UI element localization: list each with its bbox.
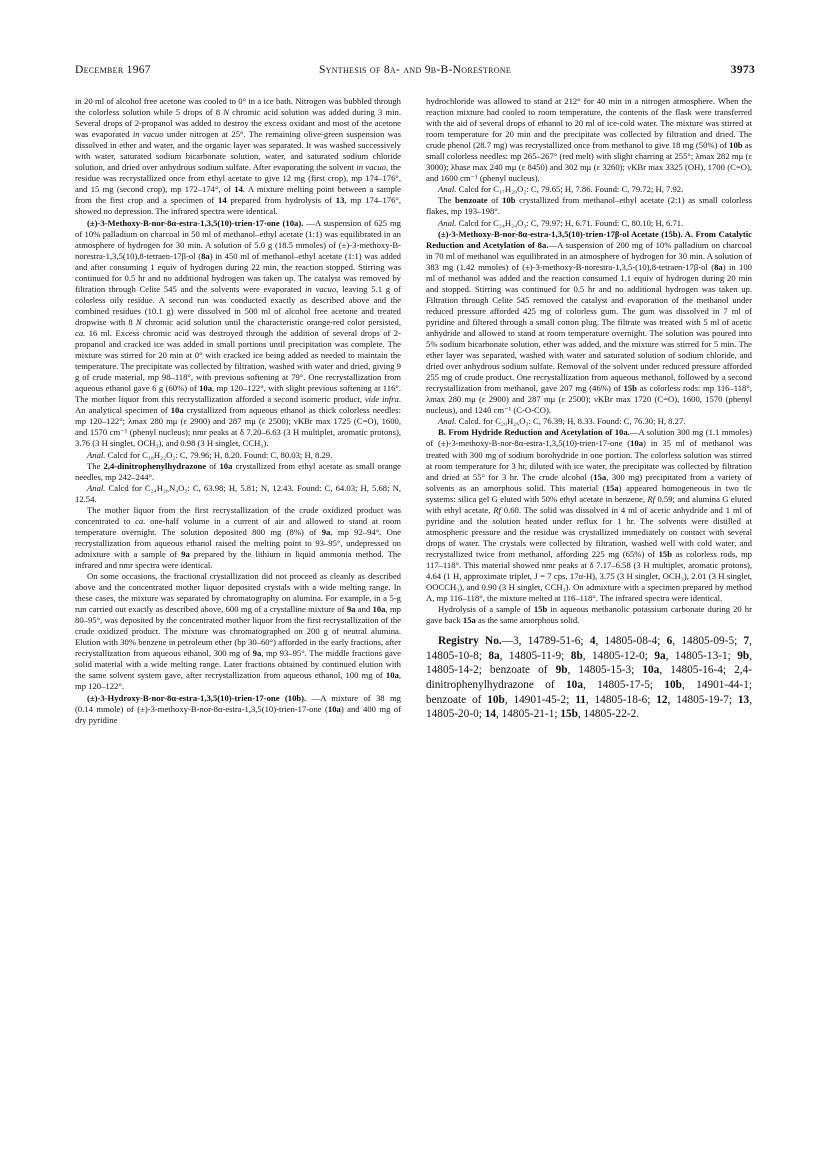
- text-run: , mp 80–95°, was deposited by the concentrated mother liquor from the first recrystallization of the crude oxidized product. The mixture was chromatographed on 200 g of neutral alumina. Elution with 30% benzene in petroleum ether (bp 30–60°) afforded in the early fractions, after recrystallization from aqueous ethanol, 300 mg of: [75, 604, 401, 659]
- text-run: 0.60. The solid was dissolved in 4 ml of acetic anhydride and 1 ml of pyridine and the solution heated under reflux for 1 hr. The solvents were distilled at atmospheric pressure and the residue was crystallized immediately on contact with several drops of water. The crystals were collected by filtration, washed well with cold water, and recrystallized twice from methanol, affording 225 mg (65%) of: [426, 504, 753, 559]
- bold-run: 10a: [327, 703, 341, 714]
- text-run: ) in 450 ml of methanol–ethyl acetate (1:1) was added and after consuming 1 equiv of hydrogen during 22 min, the reaction stopped. Stirring was continued for 0.5 hr and no additional hydrogen was taken up. The catalyst was removed by filtration through Celite 545 and the solvents were evaporated: [75, 250, 401, 294]
- paragraph: [426, 96, 752, 184]
- text-run: as colorless rods, mp 117–118°. This material showed nmr peaks at δ 7.17–6.58 (3 H multiplet, aromatic protons), 4.64 (1 H, approximate triplet, J = 7 cps, 17α-H), 3.75 (3 H singlet, OCH₃), 2.01 (3 H singlet, OOCCH₃), and 0.90 (3 H singlet, CCH₃). On admixture with a specimen prepared by method A, mp 116–118°, the mixture melted at 116–118°. The infrared spectra were identical.: [426, 548, 752, 604]
- bold-run: 4: [589, 635, 596, 648]
- text-run: The mother liquor from the first recrystallization of the crude oxidized product was concentrated to: [75, 504, 401, 526]
- paragraph: [75, 693, 401, 726]
- bold-run: 6: [666, 635, 673, 648]
- italic-run: Anal.: [87, 449, 106, 460]
- paragraph: [426, 427, 752, 604]
- text-run: ) in 35 ml of methanol was treated with 300 mg of sodium borohydride in one portion. The colorless solution was stirred at room temperature for 3 hr, diluted with ice water, the precipitate was collected by filtration and dried at 55° for 3 hr. The crude alcohol (: [426, 438, 752, 482]
- italic-run: vide infra: [364, 394, 399, 405]
- text-run: Calcd for C₂₄H₂₄O₃: C, 79.97; H, 6.71. Found: C, 80.10; H, 6.71.: [456, 217, 684, 228]
- italic-run: in vacuo: [356, 162, 386, 173]
- bold-run: 15b: [658, 548, 672, 559]
- bold-run: 15b: [533, 604, 548, 615]
- text-run: , 14805-16-4; 2,4-dinitrophenylhydrazone of: [426, 664, 753, 692]
- text-run: Calcd for C₁₇H₂₀O₂: C, 79.65; H, 7.86. Found: C, 79.72; H, 7.92.: [456, 184, 684, 195]
- text-run: of: [487, 195, 503, 206]
- text-run: as the same amorphous solid.: [475, 615, 580, 626]
- text-run: , 14805-09-5;: [672, 635, 744, 648]
- running-header: [75, 64, 755, 80]
- text-run: ) in 100 ml of methanol was added and the reaction consumed 1.1 equiv of hydrogen during 20 min and stopped. Stirring was continued for 0.5 hr and no additional hydrogen was taken up. Filtration through Celite 545 removed the catalyst and evaporation of the methanol under reduced pressure afforded 425 mg of colorless gum. The gum was dissolved in 7 ml of pyridine and filtered through a small cotton plug. The filtrate was treated with 5 ml of acetic anhydride and allowed to stand at room temperature overnight. The solution was poured into 5% sodium bicarbonate solution, ether was added, and the mixture was stirred for 5 min. The ether layer was separated, washed with water and saturated solution of sodium chloride, and dried over anhydrous sodium sulfate. Removal of the solvent under reduced pressure afforded 255 mg of crude product. One recrystallization from aqueous methanol, followed by a second recrystallization from methanol, gave 207 mg (46%) of: [426, 261, 752, 394]
- text-run: —A suspension of 200 mg of 10% palladium on charcoal in 70 ml of methanol was equilibrated in an atmosphere of hydrogen for 30 min. A solution of 383 mg (1.42 mmoles) of (±)-3-methoxy-B-norestra-1,3,5-(10),8-tetraen-17β-ol (: [426, 239, 752, 272]
- bold-run: 10a: [642, 664, 660, 677]
- bold-run: 10b: [664, 679, 682, 692]
- paragraph: [426, 195, 752, 217]
- text-run: crystallized from aqueous ethanol as thick colorless needles: mp 120–122°; λmax 280 mμ (ε 2900) and 287 mμ (ε 2500); νKBr max 1725 (C=O), 1600, and 1570 cm⁻¹ (phenyl nucleus); nmr peaks at δ 7.20–6.63 (3 H multiplet, aromatic protons), 3.76 (3 H singlet, OCH₃), and 0.98 (3 H singlet, CCH₃).: [75, 405, 401, 449]
- bold-run: 9a: [252, 648, 262, 659]
- paragraph: [426, 218, 752, 229]
- text-run: prepared by the lithium in liquid ammonia method. The infrared and nmr spectra were identical.: [75, 548, 401, 570]
- bold-run: Registry No.: [438, 635, 502, 648]
- italic-run: Rf: [647, 493, 656, 504]
- page-number: 3973: [730, 64, 755, 76]
- paragraph: [75, 96, 401, 218]
- bold-run: 15a: [462, 615, 476, 626]
- bold-run: (±)-3-Methoxy-B-nor-8α-estra-1,3,5(10)-trien-17β-ol Acetate (15b). A. From Catalytic Reduction and Acetylation of 8a.: [426, 228, 752, 250]
- bold-run: 14: [234, 184, 243, 195]
- text-run: , 14805-13-1;: [665, 649, 738, 662]
- bold-run: 8a: [714, 261, 723, 272]
- bold-run: 10b: [729, 140, 743, 151]
- text-run: —A suspension of 625 mg of 10% palladium on charcoal in 50 ml of methanol–ethyl acetate (1:1) was equilibrated in an atmosphere of hydrogen for 30 min. A solution of 5.0 g (18.5 mmoles) of (±)-3-methoxy-B-norestra-1,3,5(10),8-tetraen-17β-ol (: [75, 217, 401, 261]
- text-run: , 14805-15-3;: [567, 664, 643, 677]
- text-run: ) appeared homogeneous in two tlc systems: silica gel G eluted with 50% ethyl acetate in benzene,: [426, 482, 752, 504]
- bold-run: 13: [335, 195, 345, 206]
- text-run: under nitrogen at 25°. The remaining olive-green suspension was dissolved in ether and water, and the organic layer was separated. It was washed successively with water, saturated sodium bicarbonate solution, water, and saturated sodium chloride solution, and dried over anhydrous sodium sulfate. After evaporating the solvent: [75, 129, 401, 173]
- italic-run: ca.: [75, 327, 86, 338]
- italic-run: in vacuo: [132, 129, 164, 140]
- text-run: , 14805-21-1;: [495, 708, 561, 721]
- text-run: On some occasions, the fractional crystallization did not proceed as cleanly as described above and the concentrated mother liquor deposited crystals with a wide melting range. In these cases, the mixture was separated by chromatography on alumina. For example, in a 5-g run carried out exactly as described above, 600 mg of a crystalline mixture of: [75, 571, 401, 615]
- text-run: 0.59; and alumina G eluted with ethyl acetate,: [426, 493, 752, 515]
- text-run: Calcd for C₂₄H₂₆N₄O₅: C, 63.98; H, 5.81; N, 12.43. Found: C, 64.03; H, 5.68; N, 12.54.: [75, 482, 401, 504]
- italic-run: ca.: [135, 515, 146, 526]
- bold-run: 10a: [219, 460, 233, 471]
- bold-run: 11: [575, 693, 586, 706]
- right-column: [426, 96, 752, 733]
- bold-run: (±)-3-Methoxy-B-nor-8α-estra-1,3,5(10)-trien-17-one (10a).: [87, 217, 304, 228]
- paragraph: [426, 229, 752, 417]
- text-run: . A mixture melting point between a sample from the first crop and a specimen of: [75, 184, 401, 206]
- italic-run: Rf: [493, 504, 501, 515]
- bold-run: 9b: [737, 649, 750, 662]
- text-run: , 14805-11-9;: [499, 649, 571, 662]
- italic-run: N: [135, 316, 142, 327]
- text-run: 16 ml. Excess chromic acid was destroyed through the addition of several drops of 2-propanol and cracked ice was added in small portions until precipitation was complete. The mixture was stirred for 20 min at 0° with cracked ice being added as needed to maintain the temperature. The precipitate was collected by filtration, washed with water and dried, giving 9 g of crude material, mp 98–118°, with previous softening at 79°. One recrystallization from aqueous ethanol gave 6 g (60%) of: [75, 327, 401, 394]
- bold-run: (±)-3-Hydroxy-B-nor-8α-estra-1,3,5(10)-trien-17-one (10b).: [87, 692, 307, 703]
- paragraph: [75, 505, 401, 571]
- italic-run: in vacuo: [305, 283, 337, 294]
- bold-run: 10a: [630, 438, 644, 449]
- bold-run: 13: [737, 693, 750, 706]
- text-run: in 20 ml of alcohol free acetone was cooled to 0° in a ice bath. Nitrogen was bubbled through the colorless solution while 5 drops of 8: [75, 96, 401, 118]
- bold-run: 12: [656, 693, 668, 706]
- text-run: —A solution 300 mg (1.1 mmoles) of (±)-3-methoxy-B-nor-8α-estra-1,3,5(10)-trien-17-one (: [426, 427, 752, 449]
- bold-run: 14: [218, 195, 227, 206]
- text-run: , mp 93–95°. The middle fractions gave solid material with a wide melting range. Later fractions obtained by continued elution with the same solvent system gave, after recrystallization from aqueous ethanol, 100 mg of: [75, 648, 401, 681]
- paragraph: [426, 184, 752, 195]
- text-run: , 14805-19-7;: [667, 693, 738, 706]
- bold-run: 10a: [199, 383, 213, 394]
- bold-run: 9a: [181, 548, 190, 559]
- bold-run: 15a: [593, 471, 607, 482]
- text-run: , 14805-20-0;: [426, 693, 753, 721]
- text-run: , mp 92–94°. One recrystallization from aqueous ethanol raised the melting point to 93–95°, undepressed on admixture with a sample of: [75, 526, 402, 559]
- bold-run: 9a: [654, 649, 666, 662]
- text-run: crystallized from methanol–ethyl acetate (2:1) as small colorless flakes, mp 193–198°.: [426, 195, 752, 217]
- text-run: Calcd. for C₂₀H₂₆O₃: C, 76.39; H, 8.33. Found: C, 76.30; H, 8.27.: [456, 416, 686, 427]
- bold-run: 10a: [372, 604, 386, 615]
- italic-run: Anal.: [438, 416, 457, 427]
- text-run: prepared from hydrolysis of: [226, 195, 336, 206]
- text-run: as colorless rods: mp 116–118°, λmax 280 mμ (ε 2900) and 287 mμ (ε 2500); νKBr max 1720 (C=O), 1600, 1570 (phenyl nucleus), and 1240 cm⁻¹ (C-O-CO).: [426, 383, 752, 416]
- text-run: Hydrolysis of a sample of: [438, 604, 534, 615]
- bold-run: 8b: [570, 649, 583, 662]
- text-run: as small colorless needles: mp 265–267° (red melt) with slight charring at 255°; λmax 282 mμ (ε 3000); λbase max 240 mμ (ε 8450) and 302 mμ (ε 3260); νKBr max 3325 (OH), 1700 (C=O), and 1600 cm⁻¹ (phenyl nucleus).: [426, 140, 752, 184]
- header-date: December 1967: [75, 64, 151, 76]
- text-run: and: [355, 604, 373, 615]
- bold-run: 10a: [385, 670, 399, 681]
- bold-run: 10a: [170, 405, 184, 416]
- text-run: chromic acid solution until the characteristic orange-red color persisted,: [141, 316, 401, 327]
- text-run: , 14805-10-8;: [426, 635, 752, 662]
- text-run: , 14805-18-6;: [585, 693, 657, 706]
- text-run: , 14901-45-2;: [504, 693, 576, 706]
- paragraph: [75, 461, 401, 483]
- bold-run: B. From Hydride Reduction and Acetylation of 10a.: [438, 427, 630, 438]
- bold-run: 14: [484, 708, 496, 721]
- paragraph: [426, 604, 752, 626]
- text-run: chromic acid solution was added during 3 min. Several drops of 2-propanol was added to destroy the excess oxidant and most of the acetone was evaporated: [75, 107, 401, 140]
- text-run: of: [206, 460, 220, 471]
- bold-run: 15a: [605, 482, 619, 493]
- bold-run: 9b: [555, 664, 568, 677]
- text-run: —A mixture of 38 mg (0.14 mmole) of (±)-3-methoxy-B-nor-8α-estra-1,3,5(10)-trien-17-one (: [75, 692, 401, 714]
- text-run: The: [87, 460, 104, 471]
- text-run: , leaving 5.1 g of colorless oily residue. A second run was conducted exactly as described above and the combined residues (10.1 g) were dissolved in 500 ml of alcohol free acetone and treated dropwise with 8: [75, 283, 401, 327]
- text-run: , 14805-12-0;: [582, 649, 655, 662]
- header-title: Synthesis of 8α- and 9β-B-Norestrone: [318, 64, 512, 76]
- italic-run: Anal.: [438, 217, 457, 228]
- text-run: , 14805-14-2; benzoate of: [426, 649, 753, 677]
- bold-run: 9a: [346, 604, 356, 615]
- text-run: crystallized from ethyl acetate as small orange needles, mp 242–244°.: [75, 460, 401, 482]
- text-run: , 14805-08-4;: [595, 635, 667, 648]
- text-run: , mp 174–176°, showed no depression. The infrared spectra were identical.: [75, 195, 401, 217]
- text-run: , mp 120–122°, with slight previous softening at 116°. The mother liquor from this recrystallization afforded a second isomeric product,: [75, 383, 401, 405]
- bold-run: 15b: [560, 708, 578, 721]
- paragraph: [426, 416, 752, 427]
- bold-run: 15b: [623, 383, 637, 394]
- text-run: one-half volume in a current of air and allowed to stand at room temperature overnight. The solution deposited 800 mg (8%) of: [75, 515, 401, 537]
- bold-run: 2,4-dinitrophenylhydrazone: [103, 460, 207, 471]
- text-run: , 300 mg) precipitated from a variety of solvents as an amorphous solid. This material (: [426, 471, 753, 493]
- paragraph: [75, 218, 401, 450]
- text-run: , mp 120–122°.: [75, 670, 401, 692]
- text-run: , 14901-44-1; benzoate of: [426, 679, 752, 706]
- bold-run: 10b: [487, 693, 505, 706]
- paragraph: [75, 483, 401, 505]
- bold-run: 7: [743, 635, 750, 648]
- text-run: , 14805-22-2.: [577, 708, 640, 721]
- italic-run: N: [223, 107, 230, 118]
- text-run: The: [438, 195, 456, 206]
- text-run: in aqueous methanolic potassium carbonate during 20 hr gave back: [426, 604, 752, 626]
- bold-run: 8a: [201, 250, 210, 261]
- bold-run: 8a: [488, 649, 500, 662]
- paragraph: [75, 450, 401, 461]
- text-run: . An analytical specimen of: [75, 394, 402, 416]
- registry-numbers: [426, 634, 752, 722]
- bold-run: 10b: [502, 195, 516, 206]
- italic-run: Anal.: [87, 482, 106, 493]
- bold-run: 10a: [566, 679, 583, 692]
- left-column: [75, 96, 401, 726]
- text-run: Calcd for C₁₈H₂₂O₂: C, 79.96; H, 8.20. Found: C, 80.03; H, 8.29.: [105, 449, 333, 460]
- text-run: , 14805-17-5;: [582, 679, 665, 692]
- text-run: —3, 14789-51-6;: [501, 635, 590, 648]
- italic-run: Anal.: [438, 184, 457, 195]
- text-run: ) and 400 mg of dry pyridine: [75, 703, 401, 725]
- text-run: , the residue was recrystallized once from ethyl acetate to give 12 mg (first crop), mp 174–176°, and 15 mg (second crop), mp 172–174°, of: [75, 162, 401, 195]
- bold-run: benzoate: [455, 195, 488, 206]
- bold-run: 9a: [321, 526, 331, 537]
- paragraph: [75, 571, 401, 693]
- text-run: hydrochloride was allowed to stand at 212° for 40 min in a nitrogen atmosphere. When the reaction mixture had cooled to room temperature, the contents of the flask were transferred with the aid of several drops of ethanol to 20 ml of ice-cold water. The mixture was stirred at room temperature for 20 min and the precipitate was collected by filtration and dried. The crude phenol (28.7 mg) was recrystallized once from methanol to give 18 mg (50%) of: [426, 96, 752, 151]
